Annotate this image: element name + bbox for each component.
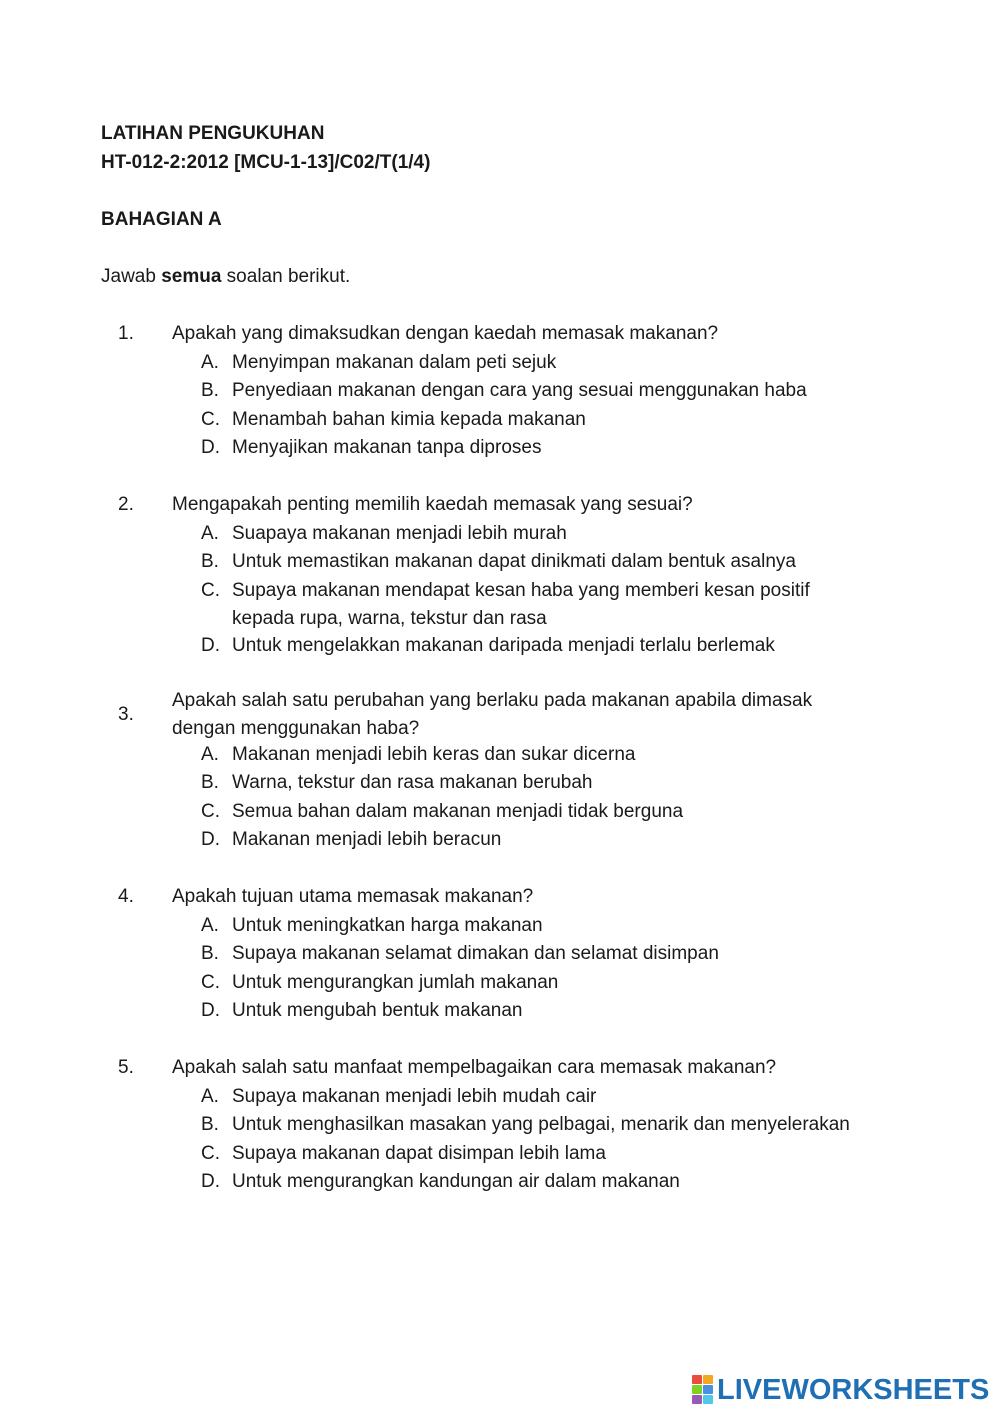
logo-mark-cell: [692, 1395, 702, 1404]
option-letter: B.: [201, 551, 219, 572]
instruction-prefix: Jawab: [101, 266, 162, 287]
instruction-text: [101, 264, 350, 290]
option-letter: D.: [201, 635, 220, 656]
option-text: Supaya makanan menjadi lebih mudah cair: [232, 1086, 597, 1107]
option-letter: D.: [201, 1000, 220, 1021]
option-text: Suapaya makanan menjadi lebih murah: [232, 523, 567, 544]
option-letter: B.: [201, 1114, 219, 1135]
option-text: Warna, tekstur dan rasa makanan berubah: [232, 772, 593, 793]
question-number: 1.: [118, 323, 134, 344]
option-letter: A.: [201, 744, 219, 765]
question-number: 4.: [118, 886, 134, 907]
option-text: Untuk mengurangkan jumlah makanan: [232, 972, 559, 993]
logo-mark-cell: [692, 1385, 702, 1394]
option-text: Untuk mengubah bentuk makanan: [232, 1000, 523, 1021]
option-letter: B.: [201, 772, 219, 793]
option-letter: C.: [201, 409, 220, 430]
liveworksheets-logo-text: LIVEWORKSHEETS: [717, 1373, 990, 1406]
instruction-emphasis: semua: [161, 266, 222, 287]
question-text: Apakah salah satu manfaat mempelbagaikan cara memasak makanan?: [172, 1057, 777, 1078]
option-letter: C.: [201, 1143, 220, 1164]
option-letter: B.: [201, 943, 219, 964]
option-letter: A.: [201, 523, 219, 544]
option-text: Supaya makanan dapat disimpan lebih lama: [232, 1143, 606, 1164]
question-number: 2.: [118, 494, 134, 515]
option-letter: D.: [201, 829, 220, 850]
logo-mark-cell: [692, 1375, 702, 1384]
option-text: Menyajikan makanan tanpa diproses: [232, 437, 542, 458]
option-letter: A.: [201, 352, 219, 373]
option-letter: A.: [201, 915, 219, 936]
liveworksheets-logo-icon: [692, 1375, 714, 1405]
logo-mark-cell: [703, 1395, 713, 1404]
option-text: Makanan menjadi lebih keras dan sukar dicerna: [232, 744, 636, 765]
option-letter: B.: [201, 380, 219, 401]
option-text: Semua bahan dalam makanan menjadi tidak berguna: [232, 801, 684, 822]
option-letter: C.: [201, 580, 220, 601]
section-heading: BAHAGIAN A: [101, 209, 222, 230]
logo-mark-cell: [703, 1375, 713, 1384]
option-text: Supaya makanan selamat dimakan dan selamat disimpan: [232, 943, 719, 964]
option-letter: C.: [201, 972, 220, 993]
question-number: 5.: [118, 1057, 134, 1078]
worksheet-title: LATIHAN PENGUKUHAN: [101, 123, 325, 144]
option-letter: A.: [201, 1086, 219, 1107]
question-text: Apakah tujuan utama memasak makanan?: [172, 886, 534, 907]
option-letter: D.: [201, 1171, 220, 1192]
option-text: Untuk memastikan makanan dapat dinikmati dalam bentuk asalnya: [232, 551, 796, 572]
option-text: Supaya makanan mendapat kesan haba yang memberi kesan positif kepada rupa, warna, tekstur dan rasa: [232, 580, 810, 629]
option-letter: D.: [201, 437, 220, 458]
question-number: 3.: [118, 704, 134, 725]
option-text: Untuk meningkatkan harga makanan: [232, 915, 543, 936]
option-text: Menambah bahan kimia kepada makanan: [232, 409, 586, 430]
option-text: Makanan menjadi lebih beracun: [232, 829, 502, 850]
option-text: Untuk mengurangkan kandungan air dalam makanan: [232, 1171, 680, 1192]
question-text: Apakah salah satu perubahan yang berlaku pada makanan apabila dimasak dengan menggunakan haba?: [172, 690, 813, 739]
logo-mark-cell: [703, 1385, 713, 1394]
option-letter: C.: [201, 801, 220, 822]
module-code: HT-012-2:2012 [MCU-1-13]/C02/T(1/4): [101, 152, 431, 173]
question-text: Apakah yang dimaksudkan dengan kaedah memasak makanan?: [172, 323, 719, 344]
option-text: Menyimpan makanan dalam peti sejuk: [232, 352, 557, 373]
option-text: Untuk mengelakkan makanan daripada menjadi terlalu berlemak: [232, 635, 775, 656]
liveworksheets-logo[interactable]: [692, 1374, 989, 1406]
option-text: Untuk menghasilkan masakan yang pelbagai, menarik dan menyelerakan: [232, 1114, 850, 1135]
option-text: Penyediaan makanan dengan cara yang sesuai menggunakan haba: [232, 380, 807, 401]
instruction-suffix: soalan berikut.: [221, 266, 351, 287]
question-text: Mengapakah penting memilih kaedah memasak yang sesuai?: [172, 494, 693, 515]
